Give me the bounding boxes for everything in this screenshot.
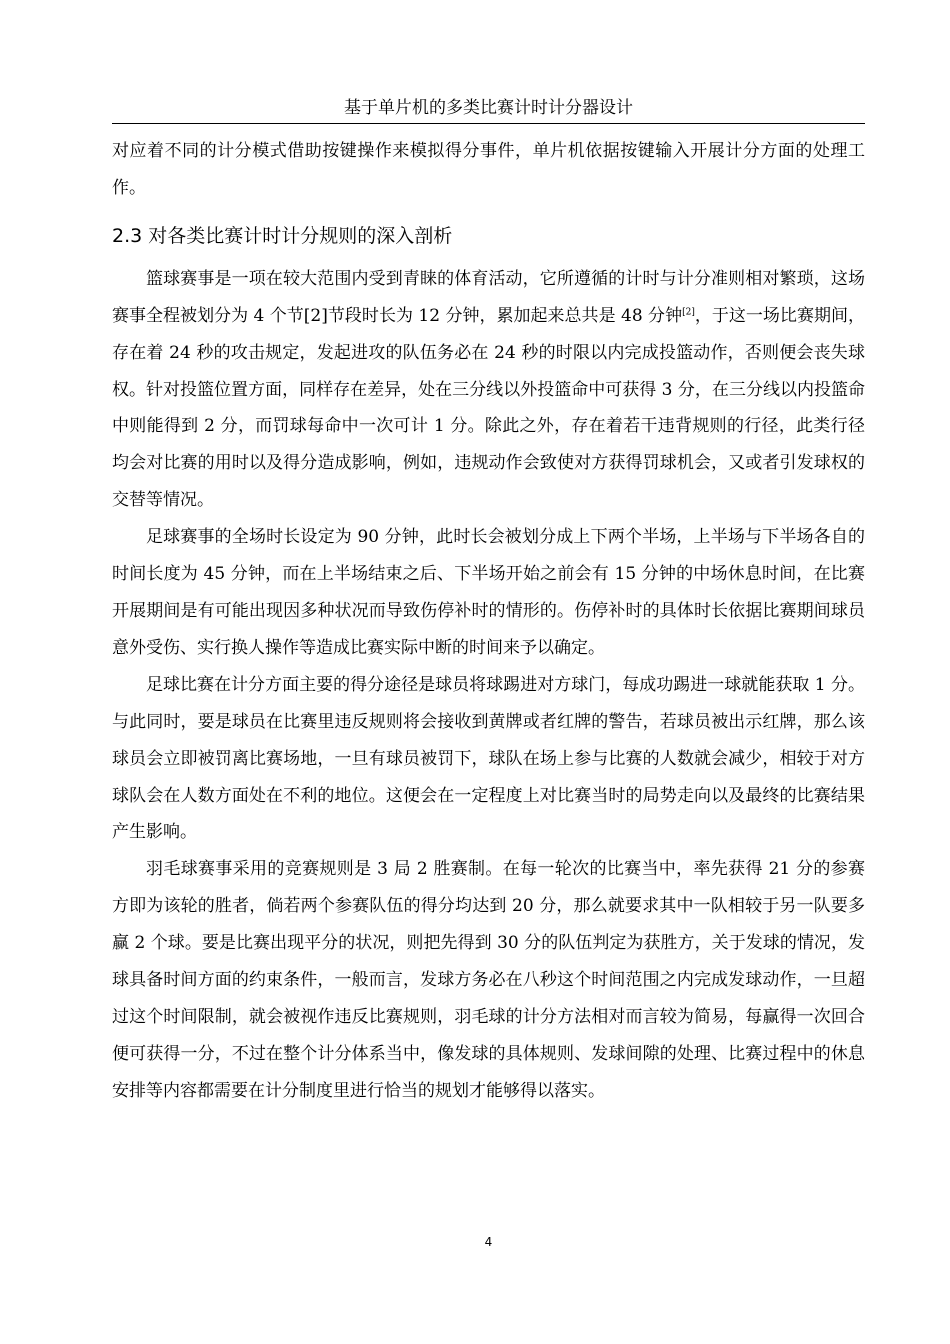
section-heading: 2.3 对各类比赛计时计分规则的深入剖析 [112,224,453,247]
basketball-paragraph [112,261,865,519]
football-score-paragraph: 足球比赛在计分方面主要的得分途径是球员将球踢进对方球门，每成功踢进一球就能获取 1 分。与此同时，要是球员在比赛里违反规则将会接收到黄牌或者红牌的警告，若球员被出示红牌，那么该球员会立即被罚离比赛场地，一旦有球员被罚下，球队在场上参与比赛的人数就会减少，相较于对方球队会在人数方面处在不利的地位。这便会在一定程度上对比赛当时的局势走向以及最终的比赛结果产生影响。 [112,674,865,843]
page-number: 4 [484,1235,493,1249]
page-content [112,133,865,1110]
badminton-paragraph: 羽毛球赛事采用的竞赛规则是 3 局 2 胜赛制。在每一轮次的比赛当中，率先获得 21 分的参赛方即为该轮的胜者，倘若两个参赛队伍的得分均达到 20 分，那么就要求其中一队相较于另一队要多赢 2 个球。要是比赛出现平分的状况，则把先得到 30 分的队伍判定为获胜方，关于发球的情况，发球具备时间方面的约束条件，一般而言，发球方务必在八秒这个时间范围之内完成发球动作，一旦超过这个时间限制，就会被视作违反比赛规则，羽毛球的计分方法相对而言较为简易，每赢得一次回合便可获得一分，不过在整个计分体系当中，像发球的具体规则、发球间隙的处理、比赛过程中的休息安排等内容都需要在计分制度里进行恰当的规划才能够得以落实。 [112,859,865,1101]
header-rule [112,123,865,124]
continuation-paragraph: 对应着不同的计分模式借助按键操作来模拟得分事件，单片机依据按键输入开展计分方面的处理工作。 [112,141,865,198]
citation-superscript: [2] [682,307,695,318]
football-time-paragraph: 足球赛事的全场时长设定为 90 分钟，此时长会被划分成上下两个半场，上半场与下半场各自的时间长度为 45 分钟，而在上半场结束之后、下半场开始之前会有 15 分钟的中场休息时间，在比赛开展期间是有可能出现因多种状况而导致伤停补时的情形的。伤停补时的具体时长依据比赛期间球员意外受伤、实行换人操作等造成比赛实际中断的时间来予以确定。 [112,527,865,658]
running-header: 基于单片机的多类比赛计时计分器设计 [344,98,633,118]
basketball-text-after-citation: ，于这一场比赛期间，存在着 24 秒的攻击规定，发起进攻的队伍务必在 24 秒的时限以内完成投篮动作，否则便会丧失球权。针对投篮位置方面，同样存在差异，处在三分线以外投篮命中可获得 3 分，在三分线以内投篮命中则能得到 2 分，而罚球每命中一次可计 1 分。除此之外，存在着若干违背规则的行径，此类行径均会对比赛的用时以及得分造成影响，例如，违规动作会致使对方获得罚球机会，又或者引发球权的交替等情况。 [112,305,865,511]
basketball-text-before-citation: 篮球赛事是一项在较大范围内受到青睐的体育活动，它所遵循的计时与计分准则相对繁琐，这场赛事全程被划分为 4 个节[2]节段时长为 12 分钟，累加起来总共是 48 分钟 [112,268,865,326]
